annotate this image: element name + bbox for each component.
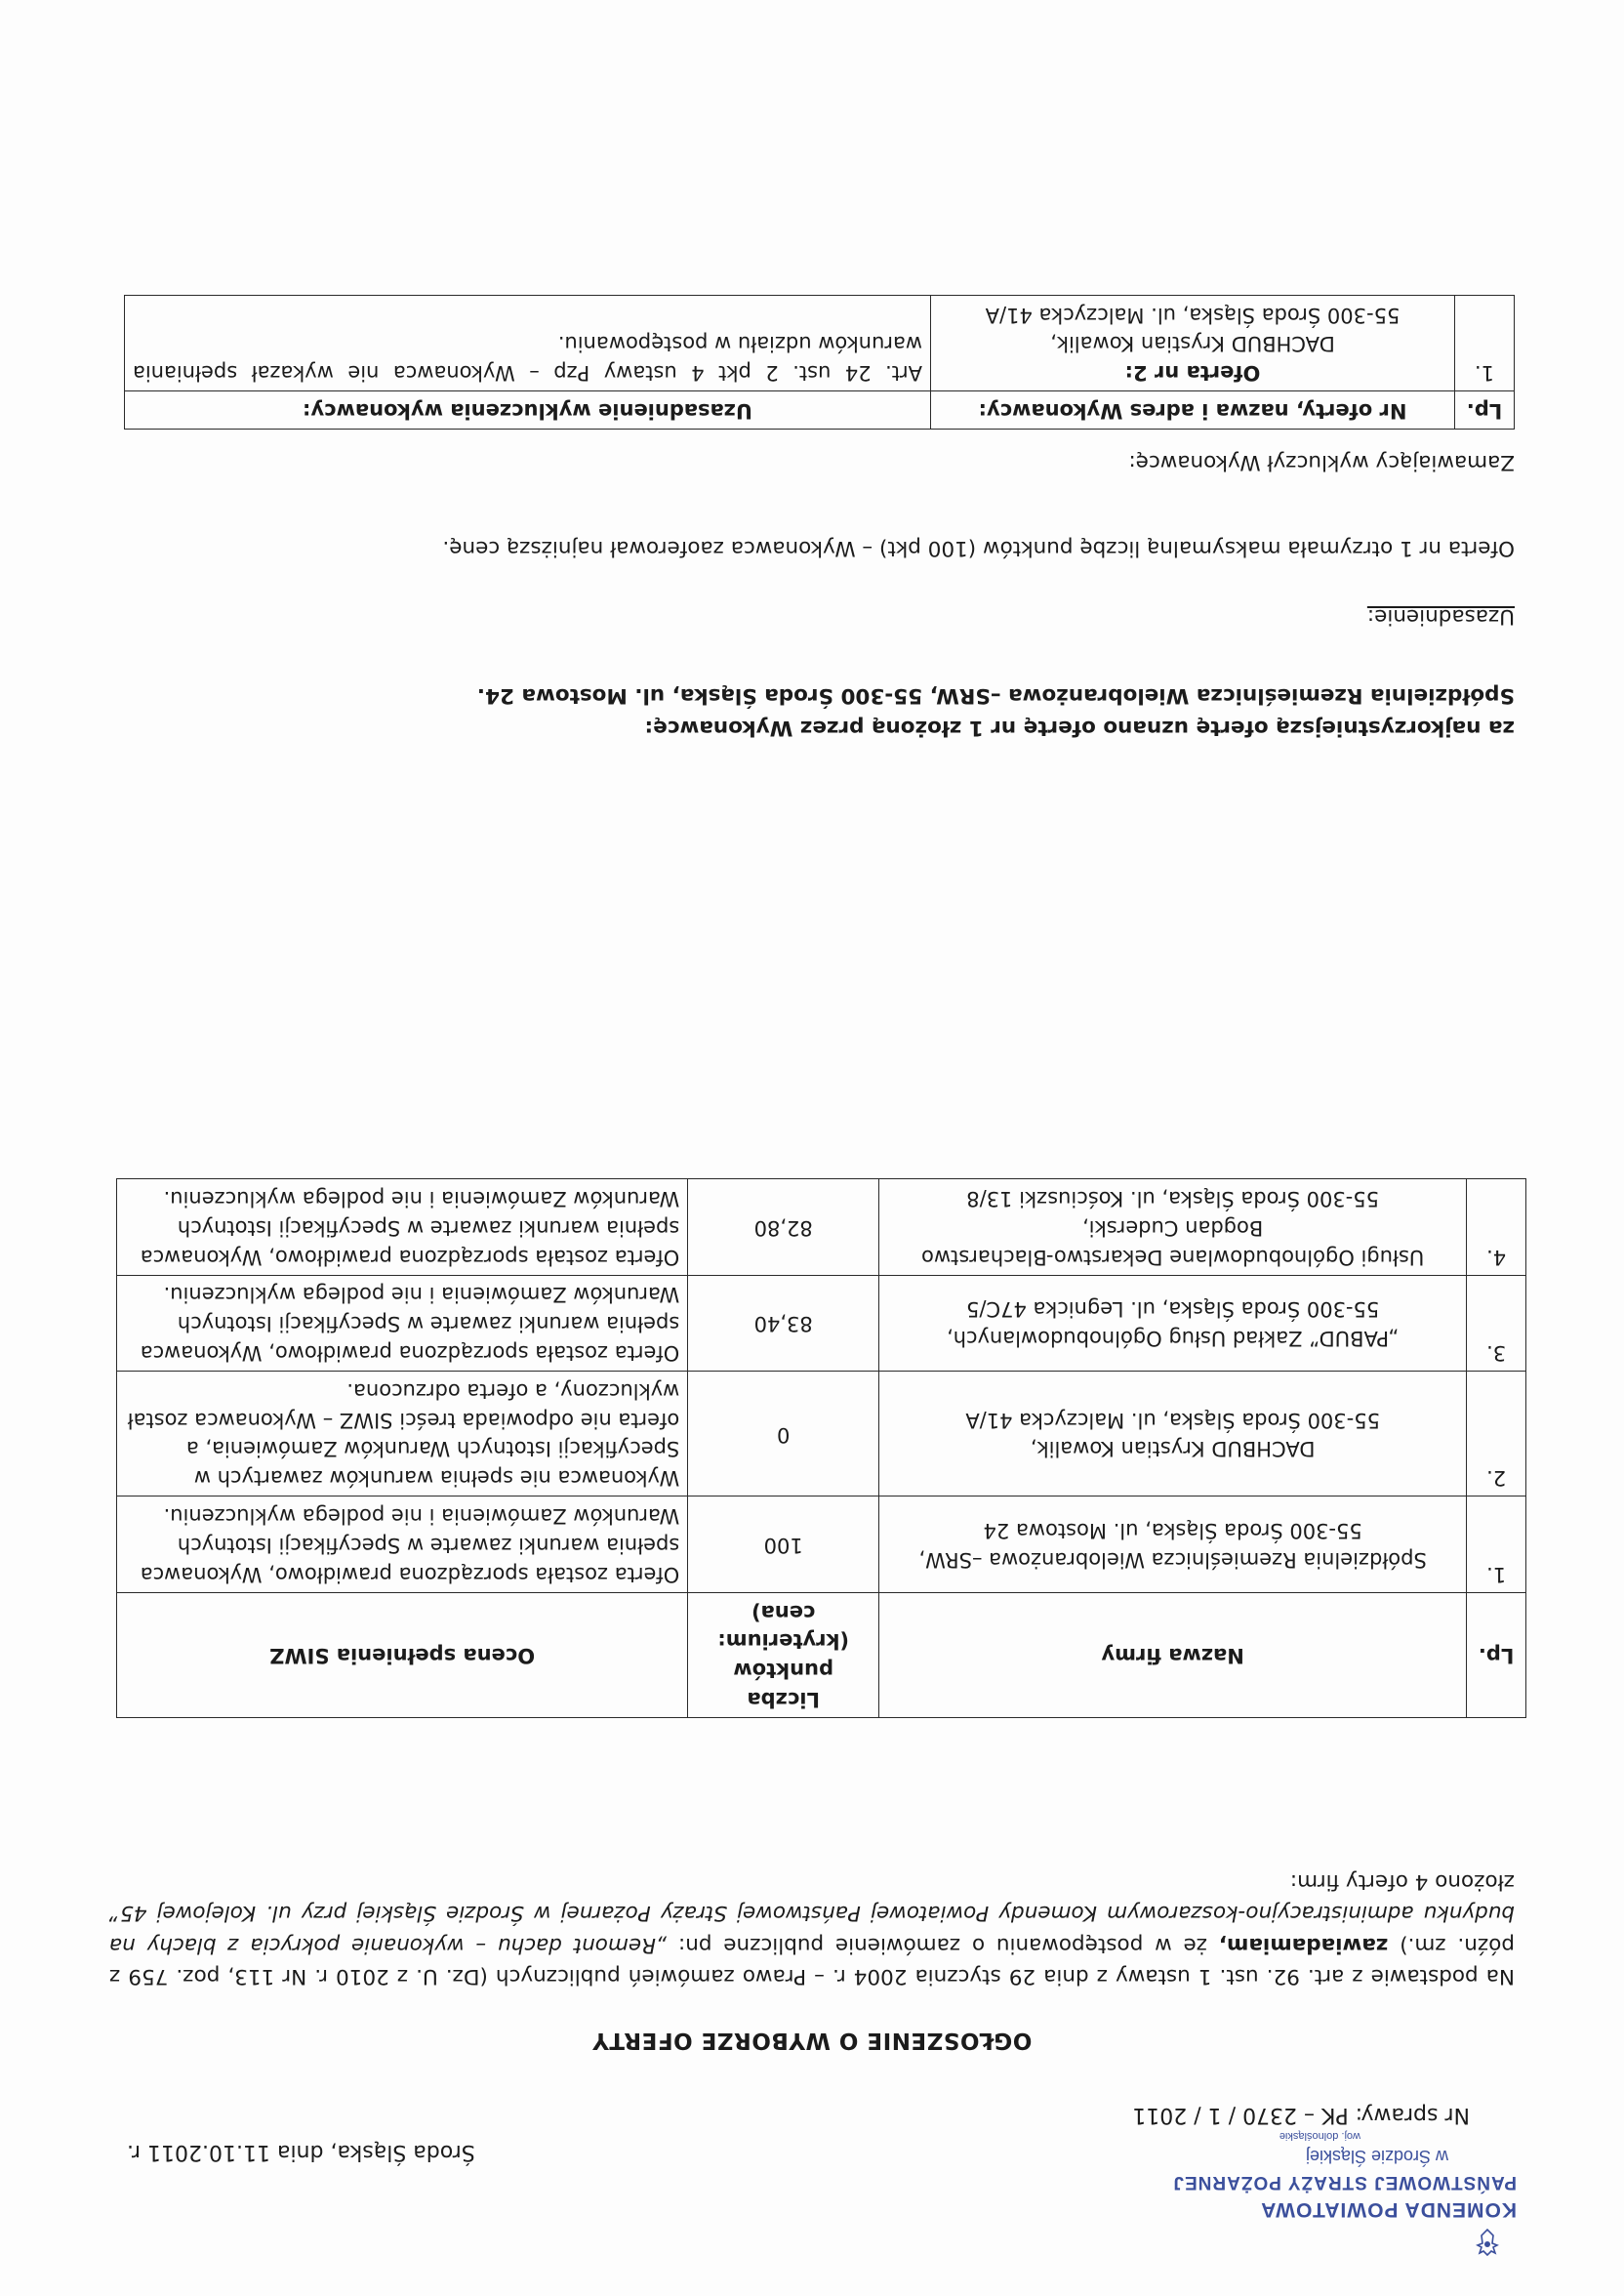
document-title: OGŁOSZENIE O WYBORZE OFERTY	[591, 2028, 1033, 2053]
row-lp: 1.	[1467, 1496, 1526, 1592]
row-points: 0	[688, 1372, 879, 1496]
row-lp: 2.	[1467, 1372, 1526, 1496]
exclusion-table-header	[125, 391, 1515, 430]
best-offer-line1: za najkorzystniejszą ofertę uznano ofertę nr 1 złożoną przez Wykonawcę:	[644, 716, 1515, 740]
company-address: 55-300 Środa Śląska, ul. Mostowa 24	[983, 1519, 1362, 1543]
intro-bold: zawiadamiam,	[1218, 1932, 1389, 1957]
col-lp-header: Lp.	[1455, 391, 1515, 430]
exclusion-lead: Zamawiający wykluczył Wykonawcę:	[1128, 450, 1515, 474]
case-number: Nr sprawy: PK – 2370 / 1 / 2011	[1132, 2103, 1470, 2127]
justification-label: Uzasadnienie:	[1366, 604, 1515, 629]
col-lp-header: Lp.	[1467, 1592, 1526, 1717]
company-address: 55-300 Środa Śląska, ul. Kościuszki 13/8	[966, 1187, 1380, 1210]
row-lp: 3.	[1467, 1275, 1526, 1371]
offers-table-header	[117, 1592, 1526, 1717]
row-offer	[931, 295, 1455, 390]
row-evaluation: Wykonawca nie spełnia warunków zawartych w Specyfikacji Istotnych Warunków Zamówienia, a oferta nie odpowiada treści SIWZ – Wykonawca został wykluczony, a oferta odrzucona.	[117, 1372, 688, 1496]
col-evaluation-header: Ocena spełnienia SIWZ	[117, 1592, 688, 1717]
exclusion-table	[124, 295, 1515, 430]
offers-table	[116, 1178, 1526, 1718]
table-row	[117, 1496, 1526, 1592]
company-name: „PABUD” Zakład Usług Ogólnobudowlanych,	[947, 1327, 1400, 1351]
intro-part2: że w postępowaniu o zamówienie publiczne pn:	[667, 1932, 1219, 1957]
company-name: Spółdzielnia Rzemieślnicza Wielobranżowa –SRW,	[918, 1547, 1427, 1572]
best-offer-line2: Spółdzielnia Rzemieślnicza Wielobranżowa –SRW, 55-300 Środa Śląska, ul. Mostowa 24.	[476, 683, 1515, 709]
company-address: 55-300 Środa Śląska, ul. Legnicka 47C/5	[966, 1297, 1380, 1322]
place-date: Środa Śląska, dnia 11.10.2011 r.	[127, 2140, 475, 2164]
offer-company-name: DACHBUD Krystian Kowalik,	[1050, 332, 1335, 356]
offer-number: Oferta nr 2:	[1124, 361, 1261, 386]
company-name: DACHBUD Krystian Kowalik,	[1030, 1437, 1316, 1461]
justification-text: Oferta nr 1 otrzymała maksymalną liczbę punktów (100 pkt) – Wykonawca zaoferował najniższą cenę.	[442, 536, 1515, 560]
col-points-header: Liczba punktów (kryterium: cena)	[688, 1592, 879, 1717]
company-address: 55-300 Środa Śląska, ul. Malczycka 41/A	[965, 1408, 1380, 1432]
intro-paragraph	[109, 1866, 1515, 1991]
table-row	[117, 1275, 1526, 1371]
row-company	[879, 1179, 1467, 1275]
row-points: 83,40	[688, 1275, 879, 1371]
intro-part1: Na podstawie z art. 92. ust. 1 ustawy z dnia 29 stycznia 2004 r. – Prawo zamówień publicznych (Dz. U. z 2010 r. Nr 113, poz. 759 z późn. zm.)	[109, 1932, 1515, 1988]
row-evaluation: Oferta została sporządzona prawidłowo, Wykonawca spełnia warunki zawarte w Specyfikacji Istotnych Warunków Zamówienia i nie podlega wykluczeniu.	[117, 1275, 688, 1371]
row-company	[879, 1372, 1467, 1496]
col-reason-header: Uzasadnienie wykluczenia wykonawcy:	[125, 391, 931, 430]
offer-company-address: 55-300 Środa Śląska, ul. Malczycka 41/A	[985, 303, 1401, 327]
row-lp: 1.	[1455, 295, 1515, 390]
stamp-line-3: w Środzie Śląskiej	[1305, 2146, 1448, 2166]
eagle-emblem-icon	[1476, 2228, 1499, 2257]
table-row	[117, 1179, 1526, 1275]
col-name-header: Nazwa firmy	[879, 1592, 1467, 1717]
company-name: Usługi Ogólnobudowlane Dekarstwo-Blacharstwo Bogdan Cuderski,	[921, 1215, 1425, 1269]
row-points: 82,80	[688, 1179, 879, 1275]
table-row	[125, 295, 1515, 390]
stamp-line-2: PAŃSTWOWEJ STRAŻY POŻARNEJ	[1172, 2171, 1517, 2193]
table-row	[117, 1372, 1526, 1496]
col-offer-header: Nr oferty, nazwa i adres Wykonawcy:	[931, 391, 1455, 430]
stamp-line-4: woj. dolnośląskie	[1279, 2130, 1360, 2143]
row-evaluation: Oferta została sporządzona prawidłowo, Wykonawca spełnia warunki zawarte w Specyfikacji Istotnych Warunków Zamówienia i nie podlega wykluczeniu.	[117, 1496, 688, 1592]
institution-stamp	[1087, 2128, 1517, 2257]
intro-italic: „Remont dachu – wykonanie pokrycia z blachy na budynku administracyjno-koszarowym Komendy Powiatowej Państwowej Straży Pożarnej w Środzie Śląskiej przy ul. Kolejowej 45”	[108, 1901, 1515, 1957]
stamp-line-1: KOMENDA POWIATOWA	[1260, 2197, 1517, 2221]
intro-part3: złożono 4 oferty firm:	[1289, 1869, 1515, 1895]
row-reason: Art. 24 ust. 2 pkt 4 ustawy Pzp – Wykonawca nie wykazał spełniania warunków udziału w postępowaniu.	[125, 295, 931, 390]
row-points: 100	[688, 1496, 879, 1592]
row-lp: 4.	[1467, 1179, 1526, 1275]
row-evaluation: Oferta została sporządzona prawidłowo, Wykonawca spełnia warunki zawarte w Specyfikacji Istotnych Warunków Zamówienia i nie podlega wykluczeniu.	[117, 1179, 688, 1275]
row-company	[879, 1496, 1467, 1592]
best-offer-statement	[477, 679, 1515, 743]
row-company	[879, 1275, 1467, 1371]
